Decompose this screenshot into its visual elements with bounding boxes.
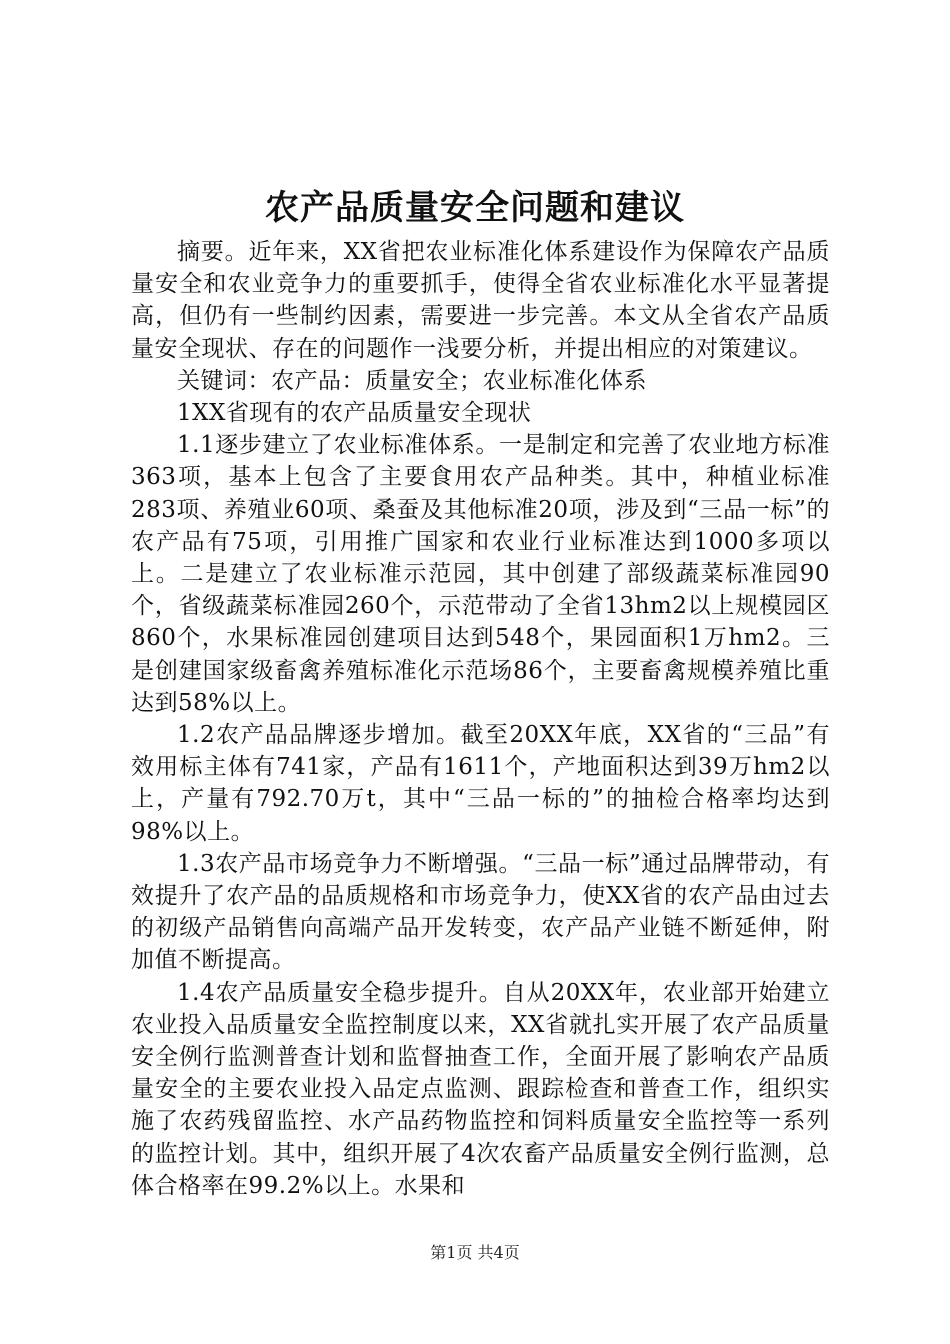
- body-paragraph: 1.3农产品市场竞争力不断增强。“三品一标”通过品牌带动，有效提升了农产品的品质规格和市场竞争力，使XX省的农产品由过去的初级产品销售向高端产品开发转变，农产品产业链不断延伸，附加值不断提高。: [131, 850, 830, 974]
- page-footer: 第1页 共4页: [430, 1243, 520, 1262]
- section-heading: 1XX省现有的农产品质量安全现状: [177, 400, 532, 427]
- abstract-paragraph: 摘要。近年来，XX省把农业标准化体系建设作为保障农产品质量安全和农业竞争力的重要抓手，使得全省农业标准化水平显著提高，但仍有一些制约因素，需要进一步完善。本文从全省农产品质量安全现状、存在的问题作一浅要分析，并提出相应的对策建议。: [131, 239, 830, 362]
- body-paragraph: 1.2农产品品牌逐步增加。截至20XX年底，XX省的“三品”有效用标主体有741家，产品有1611个，产地面积达到39万hm2以上，产量有792.70万t，其中“三品一标的”的抽检合格率均达到98%以上。: [131, 722, 830, 845]
- keywords-paragraph: 关键词：农产品：质量安全；农业标准化体系: [177, 367, 647, 394]
- document-body: [131, 236, 830, 1202]
- body-paragraph: 1.4农产品质量安全稳步提升。自从20XX年，农业部开始建立农业投入品质量安全监控制度以来，XX省就扎实开展了农产品质量安全例行监测普查计划和监督抽查工作，全面开展了影响农产品质量安全的主要农业投入品定点监测、跟踪检查和普查工作，组织实施了农药残留监控、水产品药物监控和饲料质量安全监控等一系列的监控计划。其中，组织开展了4次农畜产品质量安全例行监测，总体合格率在99.2%以上。水果和: [131, 979, 830, 1199]
- document-title: 农产品质量安全问题和建议: [265, 188, 685, 228]
- body-paragraph: 1.1逐步建立了农业标准体系。一是制定和完善了农业地方标准363项，基本上包含了主要食用农产品种类。其中，种植业标准283项、养殖业60项、桑蚕及其他标准20项，涉及到“三品一标”的农产品有75项，引用推广国家和农业行业标准达到1000多项以上。二是建立了农业标准示范园，其中创建了部级蔬菜标准园90个，省级蔬菜标准园260个，示范带动了全省13hm2以上规模园区860个，水果标准园创建项目达到548个，果园面积1万hm2。三是创建国家级畜禽养殖标准化示范场86个，主要畜禽规模养殖比重达到58%以上。: [131, 432, 830, 716]
